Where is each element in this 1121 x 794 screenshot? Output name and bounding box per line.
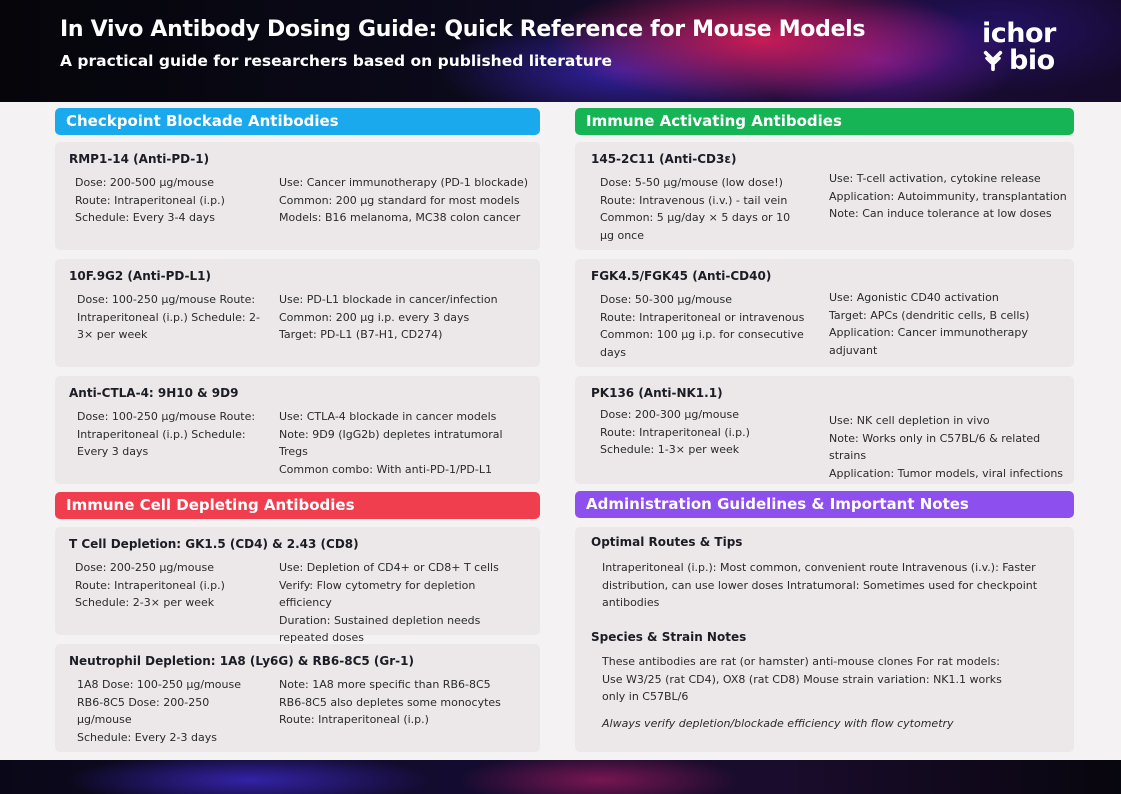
route-text: Route: Intravenous (i.v.) - tail vein — [600, 193, 788, 207]
card-title: 145-2C11 (Anti-CD3ε) — [591, 152, 737, 166]
card-right-col — [279, 408, 529, 478]
section-header-activating — [575, 108, 1074, 135]
card-rmp1-14 — [55, 142, 540, 250]
dose-text: Dose: 200-300 μg/mouse — [600, 408, 739, 421]
application-text: Application: Cancer immunotherapy adjuvant — [829, 326, 1028, 357]
content-area — [0, 102, 1121, 760]
note-text: Note: 9D9 (IgG2b) depletes intratumoral Tregs — [279, 427, 503, 459]
card-title: Neutrophil Depletion: 1A8 (Ly6G) & RB6-8C5 (Gr-1) — [69, 654, 414, 668]
card-pk136 — [575, 376, 1074, 484]
use-text: Use: Depletion of CD4+ or CD8+ T cells — [279, 561, 499, 574]
header-banner — [0, 0, 1121, 102]
duration-text: Duration: Sustained depletion needs repeated doses — [279, 613, 481, 645]
card-right-col — [829, 170, 1069, 223]
card-145-2c11 — [575, 142, 1074, 250]
schedule-text: Schedule: 2-3× per week — [75, 596, 215, 610]
card-right-col — [829, 412, 1069, 482]
logo-text-bio: bio — [1009, 45, 1055, 76]
card-left-col — [600, 174, 800, 244]
route-text: Route: Intraperitoneal (i.p.) — [75, 193, 225, 207]
dose-text: Dose: 5-50 μg/mouse (low dose!) — [600, 176, 783, 189]
application-text: Application: Autoimmunity, transplantation — [829, 189, 1067, 203]
card-t-cell-depletion — [55, 527, 540, 645]
card-left-col — [77, 408, 267, 461]
use-text: Use: T-cell activation, cytokine release — [829, 172, 1041, 185]
use-text: Use: PD-L1 blockade in cancer/infection — [279, 293, 498, 306]
species-title: Species & Strain Notes — [591, 630, 747, 644]
note-text: Note: Works only in C57BL/6 & related strains — [829, 431, 1041, 463]
card-right-col — [829, 289, 1059, 359]
target-text: Target: APCs (dendritic cells, B cells) — [829, 308, 1030, 322]
routes-text: Intraperitoneal (i.p.): Most common, convenient route Intravenous (i.v.): Faster distribution, can use lower doses Intratumoral: Sometimes used for checkpoint antibodies — [602, 561, 1038, 610]
card-10f9g2 — [55, 259, 540, 367]
card-title: PK136 (Anti-NK1.1) — [591, 386, 723, 400]
target-text: Target: PD-L1 (B7-H1, CD274) — [279, 328, 443, 342]
page-title: In Vivo Antibody Dosing Guide: Quick Reference for Mouse Models — [60, 17, 866, 42]
page-subtitle: A practical guide for researchers based on published literature — [60, 52, 612, 70]
section-header-admin — [575, 491, 1074, 518]
models-text: Models: B16 melanoma, MC38 colon cancer — [279, 211, 521, 225]
card-left-col — [77, 676, 247, 746]
antibody-icon — [982, 50, 1004, 72]
card-left-col — [75, 559, 265, 612]
routes-title: Optimal Routes & Tips — [591, 535, 743, 549]
section-header-checkpoint — [55, 108, 540, 135]
species-text: These antibodies are rat (or hamster) anti-mouse clones For rat models: Use W3/25 (rat CD4), OX8 (rat CD8) Mouse strain variation: NK1.1 works only in C57BL/6 — [602, 655, 1002, 704]
logo-text-ichor: ichor — [982, 18, 1056, 49]
schedule-text: Schedule: Every 2-3 days — [77, 730, 217, 744]
section-title: Checkpoint Blockade Antibodies — [66, 112, 339, 130]
use-text: Use: NK cell depletion in vivo — [829, 414, 990, 427]
dose-text: Dose: 200-500 μg/mouse — [75, 176, 214, 189]
section-header-depleting — [55, 492, 540, 519]
use-text: Use: Agonistic CD40 activation — [829, 291, 999, 304]
common-text: Common: 200 μg i.p. every 3 days — [279, 310, 470, 324]
card-title: 10F.9G2 (Anti-PD-L1) — [69, 269, 212, 283]
common-text: Common: 5 μg/day × 5 days or 10 μg once — [600, 211, 791, 242]
common-text: Common: 200 μg standard for most models — [279, 193, 520, 207]
card-right-col — [279, 559, 529, 647]
dose-1a8-text: 1A8 Dose: 100-250 μg/mouse — [77, 678, 241, 691]
card-title: Anti-CTLA-4: 9H10 & 9D9 — [69, 386, 239, 400]
application-text: Application: Tumor models, viral infections — [829, 466, 1064, 480]
card-right-col — [279, 676, 509, 729]
card-title: FGK4.5/FGK45 (Anti-CD40) — [591, 269, 772, 283]
common-text: Common: 100 μg i.p. for consecutive days — [600, 328, 804, 359]
card-admin-guidelines — [575, 527, 1074, 752]
dose-rb6-text: RB6-8C5 Dose: 200-250 μg/mouse — [77, 695, 210, 727]
section-title: Administration Guidelines & Important Notes — [586, 495, 969, 513]
section-title: Immune Activating Antibodies — [586, 112, 842, 130]
card-right-col — [279, 174, 529, 227]
card-right-col — [279, 291, 529, 344]
card-left-col — [75, 174, 265, 227]
schedule-text: Schedule: Every 3-4 days — [75, 211, 215, 225]
card-title: T Cell Depletion: GK1.5 (CD4) & 2.43 (CD8) — [69, 537, 359, 551]
dose-route-schedule-text: Dose: 100-250 μg/mouse Route: Intraperitoneal (i.p.) Schedule: Every 3 days — [77, 410, 256, 459]
route-text: Route: Intraperitoneal (i.p.) — [600, 425, 750, 439]
footer-banner — [0, 760, 1121, 794]
card-left-col — [77, 291, 267, 344]
use-text: Use: Cancer immunotherapy (PD-1 blockade) — [279, 176, 529, 189]
card-anti-ctla-4 — [55, 376, 540, 484]
rb6-note-text: RB6-8C5 also depletes some monocytes — [279, 695, 501, 709]
route-text: Route: Intraperitoneal (i.p.) — [75, 578, 225, 592]
card-fgk45 — [575, 259, 1074, 367]
use-text: Use: CTLA-4 blockade in cancer models — [279, 410, 497, 423]
section-title: Immune Cell Depleting Antibodies — [66, 496, 355, 514]
ichor-bio-logo[interactable] — [982, 20, 1072, 74]
note-text: Note: Can induce tolerance at low doses — [829, 207, 1052, 221]
verify-text: Verify: Flow cytometry for depletion efficiency — [279, 578, 476, 610]
card-left-col — [600, 291, 805, 361]
dose-text: Dose: 200-250 μg/mouse — [75, 561, 214, 574]
dose-route-schedule-text: Dose: 100-250 μg/mouse Route: Intraperitoneal (i.p.) Schedule: 2-3× per week — [77, 293, 261, 342]
schedule-text: Schedule: 1-3× per week — [600, 443, 740, 457]
note-text: Note: 1A8 more specific than RB6-8C5 — [279, 678, 491, 691]
route-text: Route: Intraperitoneal or intravenous — [600, 310, 805, 324]
card-left-col — [600, 406, 800, 459]
verify-note: Always verify depletion/blockade efficiency with flow cytometry — [602, 717, 954, 730]
combo-text: Common combo: With anti-PD-1/PD-L1 — [279, 462, 492, 476]
dose-text: Dose: 50-300 μg/mouse — [600, 293, 732, 306]
card-title: RMP1-14 (Anti-PD-1) — [69, 152, 210, 166]
route-text: Route: Intraperitoneal (i.p.) — [279, 713, 429, 727]
card-neutrophil-depletion — [55, 644, 540, 752]
